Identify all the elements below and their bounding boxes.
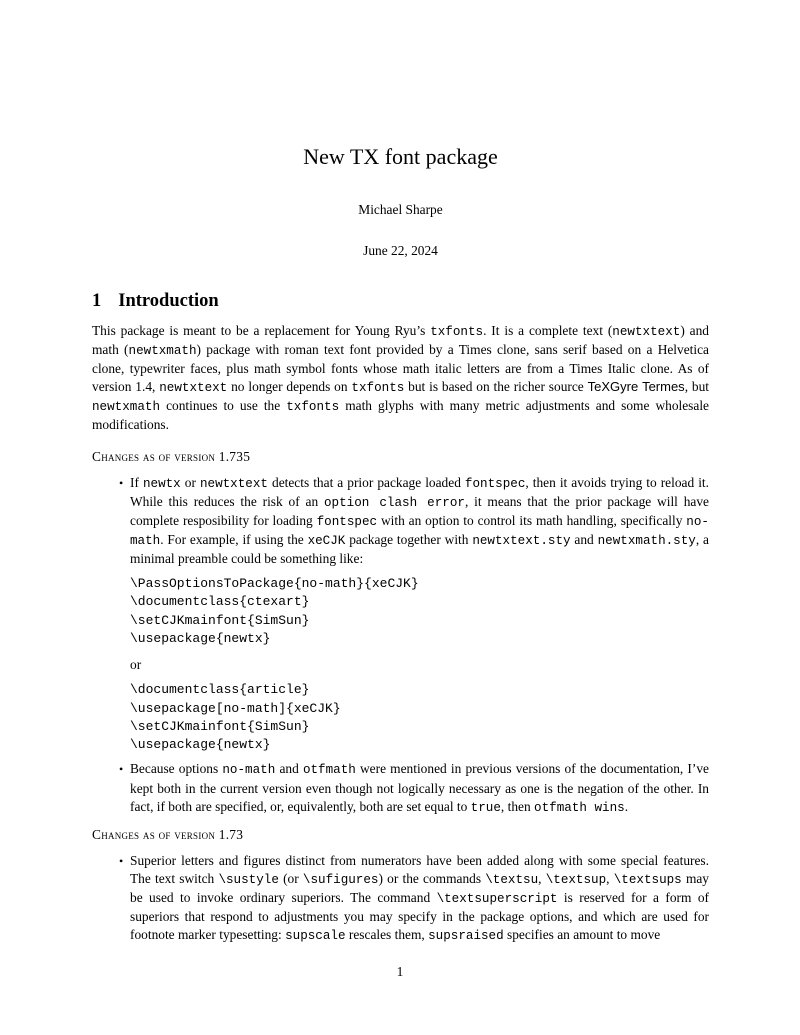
list-item-text bbox=[130, 852, 709, 945]
text-run: , it means that the prior package will have complete resposibility for loading bbox=[130, 493, 709, 528]
text-run: , bbox=[538, 870, 546, 886]
inline-code: newtxtext bbox=[612, 325, 681, 339]
inline-code: txfonts bbox=[351, 381, 405, 396]
inline-code: xeCJK bbox=[307, 533, 346, 548]
text-run: This package is meant to be a replacement for Young Ryu’s bbox=[92, 323, 431, 338]
section-title: Introduction bbox=[118, 291, 219, 311]
text-run: detects that a prior package loaded bbox=[267, 474, 465, 490]
inline-code: true bbox=[470, 800, 501, 815]
text-run: with an option to control its math handling, specifically bbox=[377, 512, 687, 528]
intro-paragraph bbox=[92, 322, 709, 435]
bullet-marker: • bbox=[119, 762, 124, 777]
text-run: (or bbox=[278, 870, 303, 886]
text-run: , bbox=[606, 870, 614, 886]
inline-code: newtx bbox=[142, 476, 181, 491]
code-line: \usepackage{newtx} bbox=[130, 630, 271, 646]
text-run: . It is a complete text ( bbox=[483, 323, 613, 338]
inline-code: fontspec bbox=[316, 514, 378, 529]
subsection-heading-173: Changes as of version 1.73 bbox=[92, 826, 244, 842]
inline-code: supscale bbox=[285, 929, 346, 944]
text-run: ) package with roman text font provided by a Times clone, sans serif based on a Helvetica clone, typewriter faces, plus math symbol fonts whose math italic letters are from a Times Italic clone. As of version 1.4, bbox=[92, 342, 709, 395]
section-heading bbox=[92, 291, 709, 312]
inline-code: fontspec bbox=[464, 476, 526, 491]
bullet-marker: • bbox=[119, 853, 124, 868]
text-run: , but bbox=[684, 379, 710, 395]
text-run: specifies an amount to move bbox=[503, 927, 661, 943]
inline-code: txfonts bbox=[286, 400, 340, 415]
text-run: ) and math ( bbox=[92, 323, 709, 358]
text-run: math glyphs with many metric adjustments and some wholesale modifications. bbox=[92, 398, 709, 433]
inline-code: newtxtext bbox=[199, 476, 268, 491]
list-item bbox=[92, 852, 709, 945]
list-item bbox=[92, 474, 709, 568]
text-run: If bbox=[130, 474, 143, 490]
inline-code: no-math bbox=[222, 763, 276, 778]
text-run: rescales them, bbox=[345, 927, 429, 943]
page-title: New TX font package bbox=[303, 144, 498, 169]
inline-code: txfonts bbox=[430, 325, 484, 339]
inline-code: newtxtext.sty bbox=[472, 533, 571, 548]
text-run: may be used to invoke ordinary superiors. The command bbox=[130, 870, 709, 905]
text-run: ) or the commands bbox=[378, 870, 486, 886]
code-line: \documentclass{ctexart} bbox=[130, 594, 310, 610]
code-block-1 bbox=[130, 575, 709, 648]
inline-code: \textsup bbox=[545, 872, 607, 887]
code-line: \setCJKmainfont{SimSun} bbox=[130, 612, 310, 628]
text-run: , then it avoids trying to reload it. While this reduces the risk of an bbox=[130, 474, 709, 509]
text-run: , a minimal preamble could be something like: bbox=[130, 531, 710, 566]
inline-code: otfmath wins bbox=[534, 800, 625, 815]
text-run: package together with bbox=[345, 531, 473, 547]
text-run: , then bbox=[500, 798, 535, 814]
section-number: 1 bbox=[92, 291, 102, 311]
text-run: . bbox=[624, 798, 629, 814]
or-label: or bbox=[130, 657, 142, 673]
inline-code: newtxmath.sty bbox=[597, 533, 696, 548]
text-run: continues to use the bbox=[160, 398, 287, 414]
inline-code: otfmath bbox=[302, 763, 356, 778]
code-line: \documentclass{article} bbox=[130, 682, 310, 698]
bullet-marker: • bbox=[119, 475, 124, 490]
text-run: TeXGyre Termes bbox=[587, 379, 685, 395]
code-line: \PassOptionsToPackage{no-math}{xeCJK} bbox=[130, 576, 419, 592]
text-run: but is based on the richer source bbox=[404, 379, 588, 395]
author: Michael Sharpe bbox=[358, 202, 443, 217]
inline-code: no-math bbox=[130, 514, 709, 548]
text-run: . For example, if using the bbox=[160, 531, 308, 547]
inline-code: newtxmath bbox=[92, 400, 161, 415]
code-block-2 bbox=[130, 681, 709, 754]
inline-code: \textsuperscript bbox=[436, 891, 558, 906]
text-run: Superior letters and figures distinct from numerators have been added along with some special features. The text switch bbox=[130, 852, 709, 886]
text-run: and bbox=[275, 761, 303, 777]
inline-code: newtxmath bbox=[128, 344, 197, 359]
text-run: or bbox=[180, 474, 200, 490]
page-number: 1 bbox=[396, 964, 404, 979]
date: June 22, 2024 bbox=[363, 243, 438, 258]
inline-code: \sustyle bbox=[218, 872, 279, 887]
text-run: were mentioned in previous versions of the documentation, I’ve kept both in the current version even though not logically necessary as one is the negation of the other. In fact, if both are specified, or, equivalently, both are set equal to bbox=[130, 761, 709, 814]
text-run: is reserved for a form of superiors that respond to adjustments you may specify in the package options, and which are used for footnote marker typesetting: bbox=[130, 889, 710, 943]
text-run: Because options bbox=[130, 761, 223, 777]
text-run: and bbox=[570, 531, 598, 547]
code-line: \usepackage{newtx} bbox=[130, 737, 271, 753]
text-run: no longer depends on bbox=[227, 379, 352, 395]
inline-code: supsraised bbox=[428, 929, 504, 944]
list-item-text bbox=[130, 760, 709, 816]
inline-code: \textsu bbox=[485, 872, 539, 887]
inline-code: newtxtext bbox=[159, 381, 228, 396]
inline-code: \textsups bbox=[613, 872, 682, 887]
inline-code: option clash error bbox=[323, 495, 465, 510]
inline-code: \sufigures bbox=[302, 872, 379, 887]
list-item bbox=[92, 760, 709, 816]
list-item-text bbox=[130, 474, 709, 568]
code-line: \setCJKmainfont{SimSun} bbox=[130, 718, 310, 734]
subsection-heading-1735: Changes as of version 1.735 bbox=[92, 448, 251, 464]
code-line: \usepackage[no-math]{xeCJK} bbox=[130, 700, 341, 716]
